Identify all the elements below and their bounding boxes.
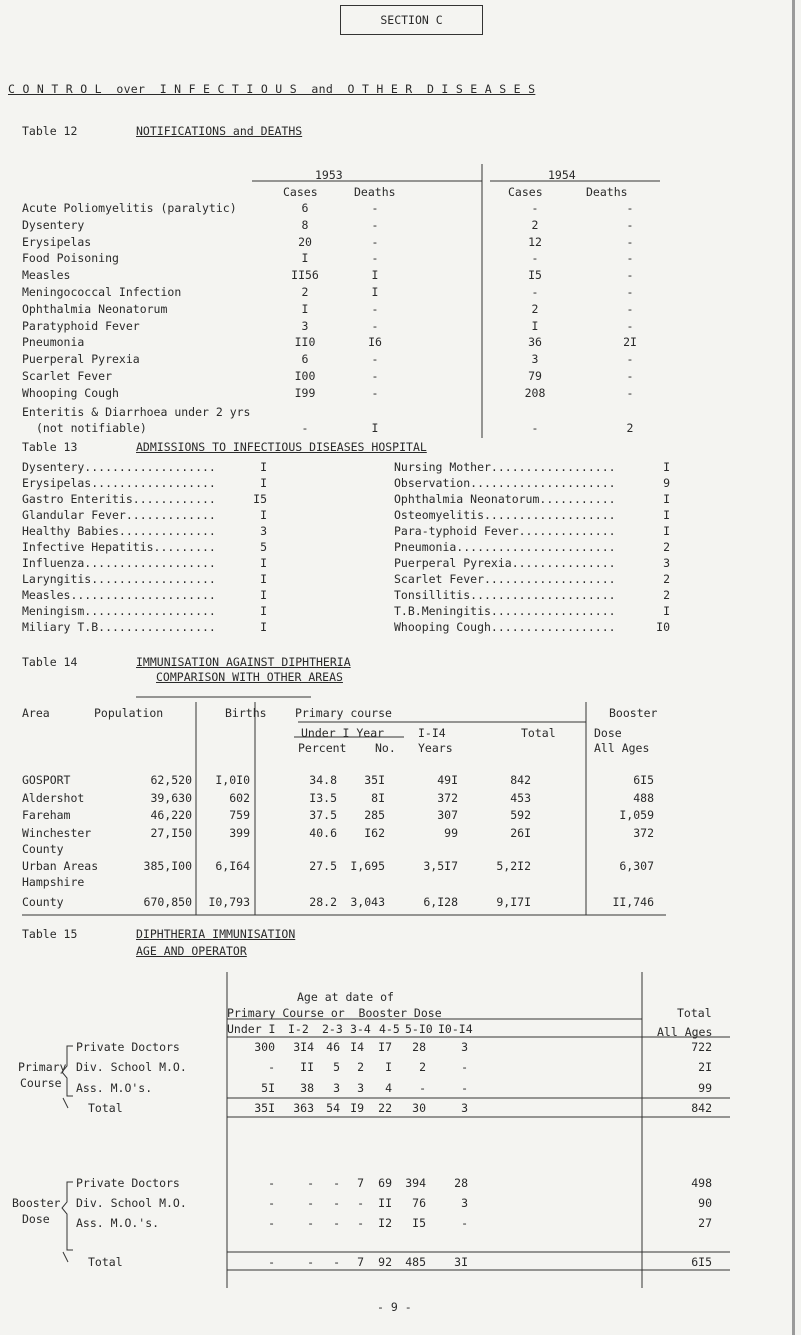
table14-number: Table 14 [22,655,78,669]
t15-primary-value: 28 [412,1040,426,1054]
t14-percent: 37.5 [309,808,337,822]
t12-deaths-1953: - [371,234,379,249]
t12-disease: Food Poisoning [22,251,119,266]
t12-deaths-1953: - [371,318,379,333]
t12-enteritis-d54: 2 [626,421,634,435]
t15-booster-value: 485 [405,1255,426,1269]
t15-booster-value: - [307,1216,314,1230]
t15-h-age1: Age at date of [297,990,394,1004]
t14-h-booster1: Booster [609,706,658,720]
t13-left-label: Infective Hepatitis......... [22,540,216,554]
table15-title1: DIPHTHERIA IMMUNISATION [136,927,296,941]
t15-booster-value: - [333,1216,340,1230]
t12-cases-1953: I99 [294,385,316,400]
t14-h-years: Years [418,741,453,755]
t15-primary-value: 300 [254,1040,275,1054]
t12-cases-1954: - [531,201,539,215]
t15-booster-operator: Ass. M.O.'s. [76,1216,160,1230]
t12-disease: Meningococcal Infection [22,285,182,299]
t12-cases-1953: 20 [298,234,312,249]
t13-right-value: 9 [663,476,670,490]
t12-cases-1953: I [301,301,309,316]
t15-booster-value: - [307,1255,314,1269]
t13-right-label: Pneumonia....................... [394,540,616,554]
t15-booster-label2: Dose [22,1212,50,1226]
t15-primary-label2: Course [20,1076,62,1090]
t13-left-label: Meningism................... [22,604,216,618]
t15-booster-total: 6I5 [691,1255,712,1269]
t15-primary-total: 2I [698,1060,712,1074]
t14-area: Aldershot [22,791,85,805]
t14-h-population: Population [94,706,164,720]
t13-right-value: 3 [663,556,670,570]
t15-primary-value: - [461,1060,468,1074]
t12-deaths-1954: - [626,285,634,299]
t15-primary-value: I4 [350,1040,364,1054]
t13-right-label: Puerperal Pyrexia............... [394,556,616,570]
t15-primary-brace-tail [63,1098,68,1108]
t15-primary-value: 3 [333,1081,340,1095]
table12-year1: 1953 [315,168,343,182]
t12-head-deaths-53: Deaths [354,185,396,199]
t14-h-total: Total [521,726,556,740]
t13-left-value: I [260,588,267,602]
t14-h-booster3: All Ages [594,741,650,755]
t13-left-label: Gastro Enteritis............ [22,492,216,506]
t15-primary-value: 3 [461,1040,468,1054]
t12-deaths-1953: - [371,385,379,400]
t13-left-value: I5 [253,492,267,506]
t15-primary-value: 4 [385,1081,392,1095]
t13-right-value: I [663,492,670,506]
t15-booster-value: - [268,1196,275,1210]
t14-area-line2: Hampshire [22,875,85,889]
table12-number: Table 12 [22,124,78,138]
t15-booster-value: 69 [378,1176,392,1190]
t13-right-value: I [663,508,670,522]
t15-h-total1: Total [677,1006,712,1020]
t12-deaths-1954: - [626,268,634,283]
t14-h-births: Births [225,706,267,720]
t14-area: Winchester [22,826,92,840]
t14-percent: 34.8 [309,773,337,787]
t13-right-label: Scarlet Fever................... [394,572,616,586]
t13-left-value: 3 [260,524,267,538]
t14-population: 670,850 [143,895,192,909]
t13-right-label: T.B.Meningitis.................. [394,604,616,618]
t13-left-value: I [260,508,267,522]
t15-primary-value: 5I [261,1081,275,1095]
t14-h-no: No. [375,741,396,755]
t14-area: County [22,895,64,909]
t12-cases-1954: 3 [531,352,539,367]
t15-age-col: I0-I4 [438,1022,473,1036]
t14-area: GOSPORT [22,773,71,787]
t13-right-label: Nursing Mother.................. [394,460,616,474]
t15-primary-operator: Private Doctors [76,1040,180,1054]
t12-deaths-1953: - [371,369,379,383]
t12-enteritis-c54: - [531,421,539,435]
t12-cases-1954: I5 [528,268,542,283]
t13-left-label: Influenza................... [22,556,216,570]
t15-h-age2: Primary Course or Booster Dose [227,1006,442,1020]
t15-booster-value: - [357,1216,364,1230]
t12-deaths-1953: - [371,217,379,232]
t12-deaths-1954: - [626,234,634,249]
t15-age-col: Under I [227,1022,276,1036]
t14-total: 9,I7I [496,895,531,909]
section-label: SECTION C [380,13,443,27]
t13-right-value: 2 [663,572,670,586]
t14-population: 62,520 [150,773,192,787]
t15-booster-value: - [307,1196,314,1210]
t15-booster-brace-tail [63,1252,68,1262]
t12-cases-1954: 2 [531,301,539,316]
t15-booster-value: - [307,1176,314,1190]
t15-primary-brace [62,1046,73,1096]
t12-cases-1953: I00 [294,369,316,383]
t13-left-value: I [260,460,267,474]
t12-cases-1953: I [301,251,309,266]
t14-population: 39,630 [150,791,192,805]
t13-right-label: Tonsillitis..................... [394,588,616,602]
t13-left-label: Glandular Fever............. [22,508,216,522]
t14-births: 399 [229,826,250,840]
t15-booster-value: 76 [412,1196,426,1210]
t13-right-label: Para-typhoid Fever.............. [394,524,616,538]
t15-booster-value: 7 [357,1255,364,1269]
t15-h-total2: All Ages [657,1025,713,1039]
t13-left-label: Erysipelas.................. [22,476,216,490]
t14-births: I0,793 [208,895,250,909]
t15-primary-total: 99 [698,1081,712,1095]
t15-booster-brace [62,1182,73,1250]
t15-primary-operator: Total [88,1101,123,1115]
t15-booster-value: - [268,1176,275,1190]
t13-left-value: I [260,620,267,634]
t14-percent: 40.6 [309,826,337,840]
t12-disease: Acute Poliomyelitis (paralytic) [22,201,237,215]
t15-primary-value: 22 [378,1101,392,1115]
t13-right-label: Whooping Cough.................. [394,620,616,634]
t15-age-col: 2-3 [322,1022,343,1036]
t15-primary-operator: Div. School M.O. [76,1060,187,1074]
t15-booster-value: 3 [461,1196,468,1210]
t14-population: 46,220 [150,808,192,822]
t15-primary-value: 2 [419,1060,426,1074]
t14-area: Urban Areas [22,859,99,873]
t14-years: 3,5I7 [423,859,458,873]
t15-primary-value: 46 [326,1040,340,1054]
t15-primary-value: - [268,1060,275,1074]
t12-deaths-1954: - [626,369,634,383]
t12-head-deaths-54: Deaths [586,185,628,199]
t14-total: 592 [510,808,531,822]
t12-cases-1954: I [531,318,539,333]
t13-right-label: Ophthalmia Neonatorum........... [394,492,616,506]
t12-cases-1954: - [531,285,539,299]
t15-primary-value: 3I4 [293,1040,314,1054]
t14-booster: II,746 [612,895,654,909]
t12-cases-1953: 2 [301,285,309,299]
t12-disease: Dysentery [22,217,85,232]
table13-title: ADMISSIONS TO INFECTIOUS DISEASES HOSPITAL [136,440,427,454]
t15-booster-value: 92 [378,1255,392,1269]
t12-enteritis-c53: - [301,421,309,435]
t15-primary-value: I7 [378,1040,392,1054]
t15-booster-value: II [378,1196,392,1210]
t12-deaths-1954: - [626,301,634,316]
t12-deaths-1954: - [626,201,634,215]
t15-booster-value: - [333,1196,340,1210]
t13-right-value: 2 [663,588,670,602]
t14-number: I62 [364,826,385,840]
t12-cases-1954: 2 [531,217,539,232]
t15-primary-value: 3 [461,1101,468,1115]
t15-primary-value: 5 [333,1060,340,1074]
t15-booster-value: I5 [412,1216,426,1230]
t13-left-label: Healthy Babies.............. [22,524,216,538]
t12-disease: Measles [22,268,71,283]
t12-cases-1953: 6 [301,201,309,215]
t14-percent: 27.5 [309,859,337,873]
t15-primary-value: 35I [254,1101,275,1115]
t14-area-line2: County [22,842,64,856]
t14-births: I,0I0 [215,773,250,787]
t14-years: 307 [437,808,458,822]
t12-enteritis-d53: I [371,421,379,435]
t14-number: 3,043 [350,895,385,909]
t12-disease: Ophthalmia Neonatorum [22,301,168,316]
t15-primary-operator: Ass. M.O's. [76,1081,153,1095]
t14-population: 385,I00 [143,859,192,873]
t14-total: 453 [510,791,531,805]
t15-booster-label1: Booster [12,1196,61,1210]
t15-booster-value: 28 [454,1176,468,1190]
t13-left-value: I [260,476,267,490]
t15-booster-total: 27 [698,1216,712,1230]
t15-booster-value: I2 [378,1216,392,1230]
t12-head-cases-54: Cases [508,185,543,199]
t14-years: 49I [437,773,458,787]
t14-area: Fareham [22,808,71,822]
t12-deaths-1953: - [371,301,379,316]
t15-booster-total: 498 [691,1176,712,1190]
t12-disease: Scarlet Fever [22,369,113,383]
t14-h-1-14: I-I4 [418,726,446,740]
t14-years: 372 [437,791,458,805]
t15-primary-value: I [385,1060,392,1074]
main-heading: C O N T R O L over I N F E C T I O U S and O T H E R D I S E A S E S [8,82,536,96]
t12-cases-1954: 36 [528,335,542,350]
t13-left-value: I [260,572,267,586]
t13-right-value: I0 [656,620,670,634]
t15-booster-value: - [333,1176,340,1190]
t12-deaths-1954: - [626,217,634,232]
t12-enteritis-note: (not notifiable) [36,421,147,435]
t12-cases-1953: II56 [291,268,319,283]
table13-number: Table 13 [22,440,78,454]
t15-booster-operator: Total [88,1255,123,1269]
t13-right-value: 2 [663,540,670,554]
t12-cases-1953: 3 [301,318,309,333]
table15-number: Table 15 [22,927,78,941]
t14-booster: 372 [633,826,654,840]
t14-births: 602 [229,791,250,805]
t15-primary-value: 54 [326,1101,340,1115]
t15-booster-operator: Div. School M.O. [76,1196,187,1210]
page-number: - 9 - [377,1300,412,1314]
t12-deaths-1953: - [371,352,379,367]
table14-title2: COMPARISON WITH OTHER AREAS [156,670,343,684]
t14-percent: 28.2 [309,895,337,909]
t12-disease: Paratyphoid Fever [22,318,140,333]
t15-booster-value: 3I [454,1255,468,1269]
t12-deaths-1954: - [626,251,634,266]
t15-booster-value: - [333,1255,340,1269]
t15-primary-value: 38 [300,1081,314,1095]
t12-cases-1954: 208 [524,385,546,400]
t12-disease: Puerperal Pyrexia [22,352,140,367]
t14-births: 6,I64 [215,859,250,873]
t14-booster: I,059 [619,808,654,822]
t12-cases-1953: II0 [294,335,316,350]
t15-age-col: 3-4 [350,1022,371,1036]
t14-number: 285 [364,808,385,822]
t14-h-under1: Under I Year [301,726,385,740]
t15-age-col: 5-I0 [405,1022,433,1036]
t14-number: 8I [371,791,385,805]
t14-h-booster2: Dose [594,726,622,740]
t12-disease: Whooping Cough [22,385,119,400]
t13-left-label: Dysentery................... [22,460,216,474]
table14-title1: IMMUNISATION AGAINST DIPHTHERIA [136,655,351,669]
t13-left-label: Measles..................... [22,588,216,602]
t14-total: 842 [510,773,531,787]
t12-disease: Pneumonia [22,335,85,350]
t15-booster-operator: Private Doctors [76,1176,180,1190]
t15-booster-total: 90 [698,1196,712,1210]
t15-booster-value: - [357,1196,364,1210]
t15-booster-value: 7 [357,1176,364,1190]
t14-h-percent: Percent [298,741,347,755]
t14-births: 759 [229,808,250,822]
t14-total: 5,2I2 [496,859,531,873]
t12-deaths-1954: - [626,352,634,367]
t14-booster: 488 [633,791,654,805]
t15-age-col: I-2 [288,1022,309,1036]
t12-cases-1954: 12 [528,234,542,249]
t12-disease: Erysipelas [22,234,92,249]
t15-booster-value: 394 [405,1176,426,1190]
t15-primary-value: - [419,1081,426,1095]
t14-years: 6,I28 [423,895,458,909]
t12-deaths-1954: 2I [623,335,637,350]
t14-years: 99 [444,826,458,840]
t13-left-value: I [260,556,267,570]
t12-head-cases-53: Cases [283,185,318,199]
t12-cases-1953: 6 [301,352,309,367]
t15-primary-label1: Primary [18,1060,67,1074]
t14-h-primary: Primary course [295,706,392,720]
t12-deaths-1954: - [626,385,634,400]
t13-left-label: Laryngitis.................. [22,572,216,586]
t12-deaths-1953: I6 [368,335,382,350]
table15-title2: AGE AND OPERATOR [136,944,247,958]
t13-left-value: I [260,604,267,618]
t15-primary-total: 842 [691,1101,712,1115]
t15-primary-value: - [461,1081,468,1095]
table12-title: NOTIFICATIONS and DEATHS [136,124,303,138]
t14-number: I,695 [350,859,385,873]
t12-deaths-1953: I [371,285,379,299]
t12-cases-1954: 79 [528,369,542,383]
t13-right-value: I [663,460,670,474]
table12-year2: 1954 [548,168,576,182]
t14-total: 26I [510,826,531,840]
t13-right-label: Observation..................... [394,476,616,490]
t14-percent: I3.5 [309,791,337,805]
t15-primary-total: 722 [691,1040,712,1054]
t12-deaths-1953: - [371,251,379,266]
t15-primary-value: 3 [357,1081,364,1095]
t13-left-value: 5 [260,540,267,554]
t13-right-value: I [663,604,670,618]
t12-deaths-1953: I [371,268,379,283]
t14-h-area: Area [22,706,50,720]
t15-primary-value: II [300,1060,314,1074]
t12-enteritis-label: Enteritis & Diarrhoea under 2 yrs [22,405,251,419]
t15-booster-value: - [461,1216,468,1230]
t15-primary-value: 2 [357,1060,364,1074]
t14-population: 27,I50 [150,826,192,840]
t12-cases-1954: - [531,251,539,266]
t15-primary-value: 363 [293,1101,314,1115]
t15-booster-value: - [268,1255,275,1269]
t12-deaths-1953: - [371,201,379,215]
t13-right-label: Osteomyelitis................... [394,508,616,522]
t13-right-value: I [663,524,670,538]
t15-primary-value: I9 [350,1101,364,1115]
t14-booster: 6,307 [619,859,654,873]
t14-number: 35I [364,773,385,787]
t12-deaths-1954: - [626,318,634,333]
t13-left-label: Miliary T.B................. [22,620,216,634]
t14-booster: 6I5 [633,773,654,787]
t15-primary-value: 30 [412,1101,426,1115]
t15-booster-value: - [268,1216,275,1230]
t12-cases-1953: 8 [301,217,309,232]
t15-age-col: 4-5 [379,1022,400,1036]
